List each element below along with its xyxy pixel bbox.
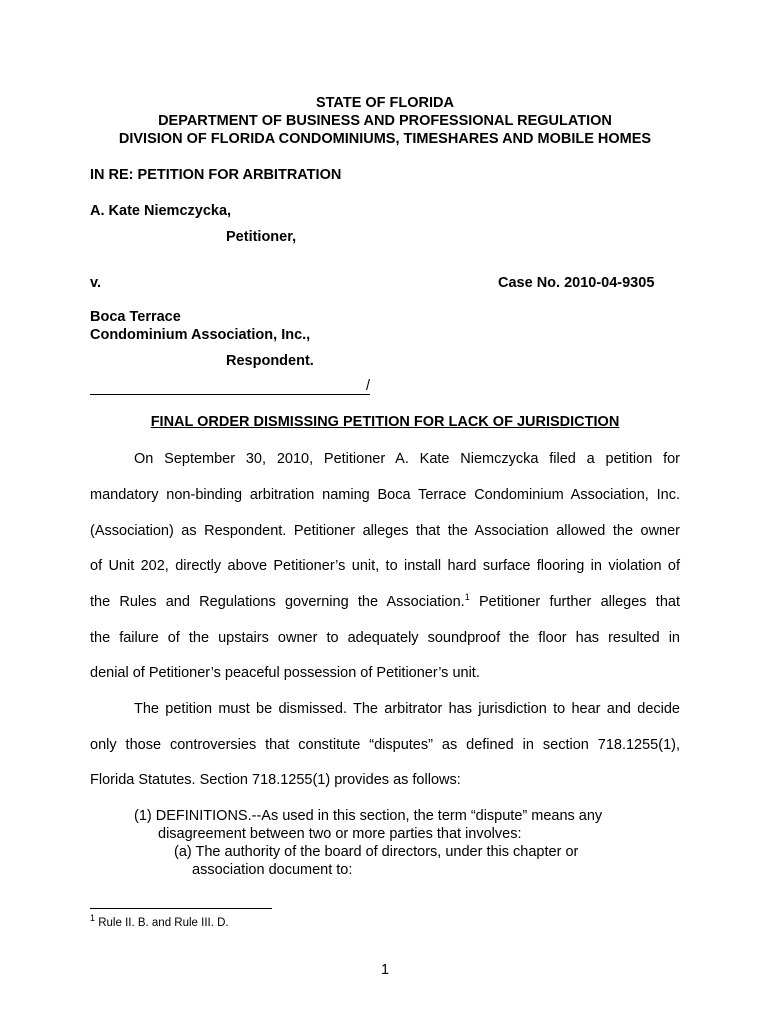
paragraph1-line3: (Association) as Respondent. Petitioner alleges that the Association allowed the owner [90,523,680,539]
respondent-name-line2: Condominium Association, Inc., [90,327,311,343]
respondent-name-line1: Boca Terrace [90,309,181,325]
petitioner-role: Petitioner, [226,229,297,245]
paragraph1-line5-text-b: Petitioner further alleges that [478,594,680,610]
paragraph1-line4: of Unit 202, directly above Petitioner’s unit, to install hard surface flooring in violation of [90,558,680,574]
respondent-role: Respondent. [226,353,314,369]
footnote-text: Rule II. B. and Rule III. D. [98,917,229,929]
paragraph1-line2: mandatory non-binding arbitration naming Boca Terrace Condominium Association, Inc. [90,487,680,503]
caption-slash: / [366,378,371,394]
statute-quote-line4: association document to: [192,862,353,878]
order-title: FINAL ORDER DISMISSING PETITION FOR LACK OF JURISDICTION [150,414,620,430]
paragraph1-line6: the failure of the upstairs owner to adequately soundproof the floor has resulted in [90,630,680,646]
in-re-heading: IN RE: PETITION FOR ARBITRATION [90,167,342,183]
paragraph1-line5 [90,594,680,611]
petitioner-name: A. Kate Niemczycka, [90,203,232,219]
header-state: STATE OF FLORIDA [315,95,454,111]
header-department: DEPARTMENT OF BUSINESS AND PROFESSIONAL REGULATION [158,113,612,129]
statute-quote-line2: disagreement between two or more parties that involves: [158,826,522,842]
statute-quote-line1: (1) DEFINITIONS.--As used in this section, the term “dispute” means any [134,808,603,824]
page-number: 1 [380,962,390,978]
case-number: Case No. 2010-04-9305 [498,275,655,291]
statute-quote-line3: (a) The authority of the board of directors, under this chapter or [174,844,579,860]
paragraph2-line1: The petition must be dismissed. The arbitrator has jurisdiction to hear and decide [134,701,680,717]
versus-label: v. [90,275,102,291]
paragraph2-line2: only those controversies that constitute “disputes” as defined in section 718.1255(1), [90,737,680,753]
header-division: DIVISION OF FLORIDA CONDOMINIUMS, TIMESHARES AND MOBILE HOMES [118,131,652,147]
caption-underline [90,380,370,395]
paragraph1-line7: denial of Petitioner’s peaceful possession of Petitioner’s unit. [90,665,480,681]
footnote-marker: 1 [90,913,96,924]
footnote-reference: 1 [464,592,470,603]
footnote [90,913,229,930]
paragraph1-line5-text-a: the Rules and Regulations governing the Association. [90,594,465,610]
footnote-separator [90,908,272,909]
paragraph2-line3: Florida Statutes. Section 718.1255(1) provides as follows: [90,772,461,788]
paragraph1-line1: On September 30, 2010, Petitioner A. Kate Niemczycka filed a petition for [134,451,680,467]
